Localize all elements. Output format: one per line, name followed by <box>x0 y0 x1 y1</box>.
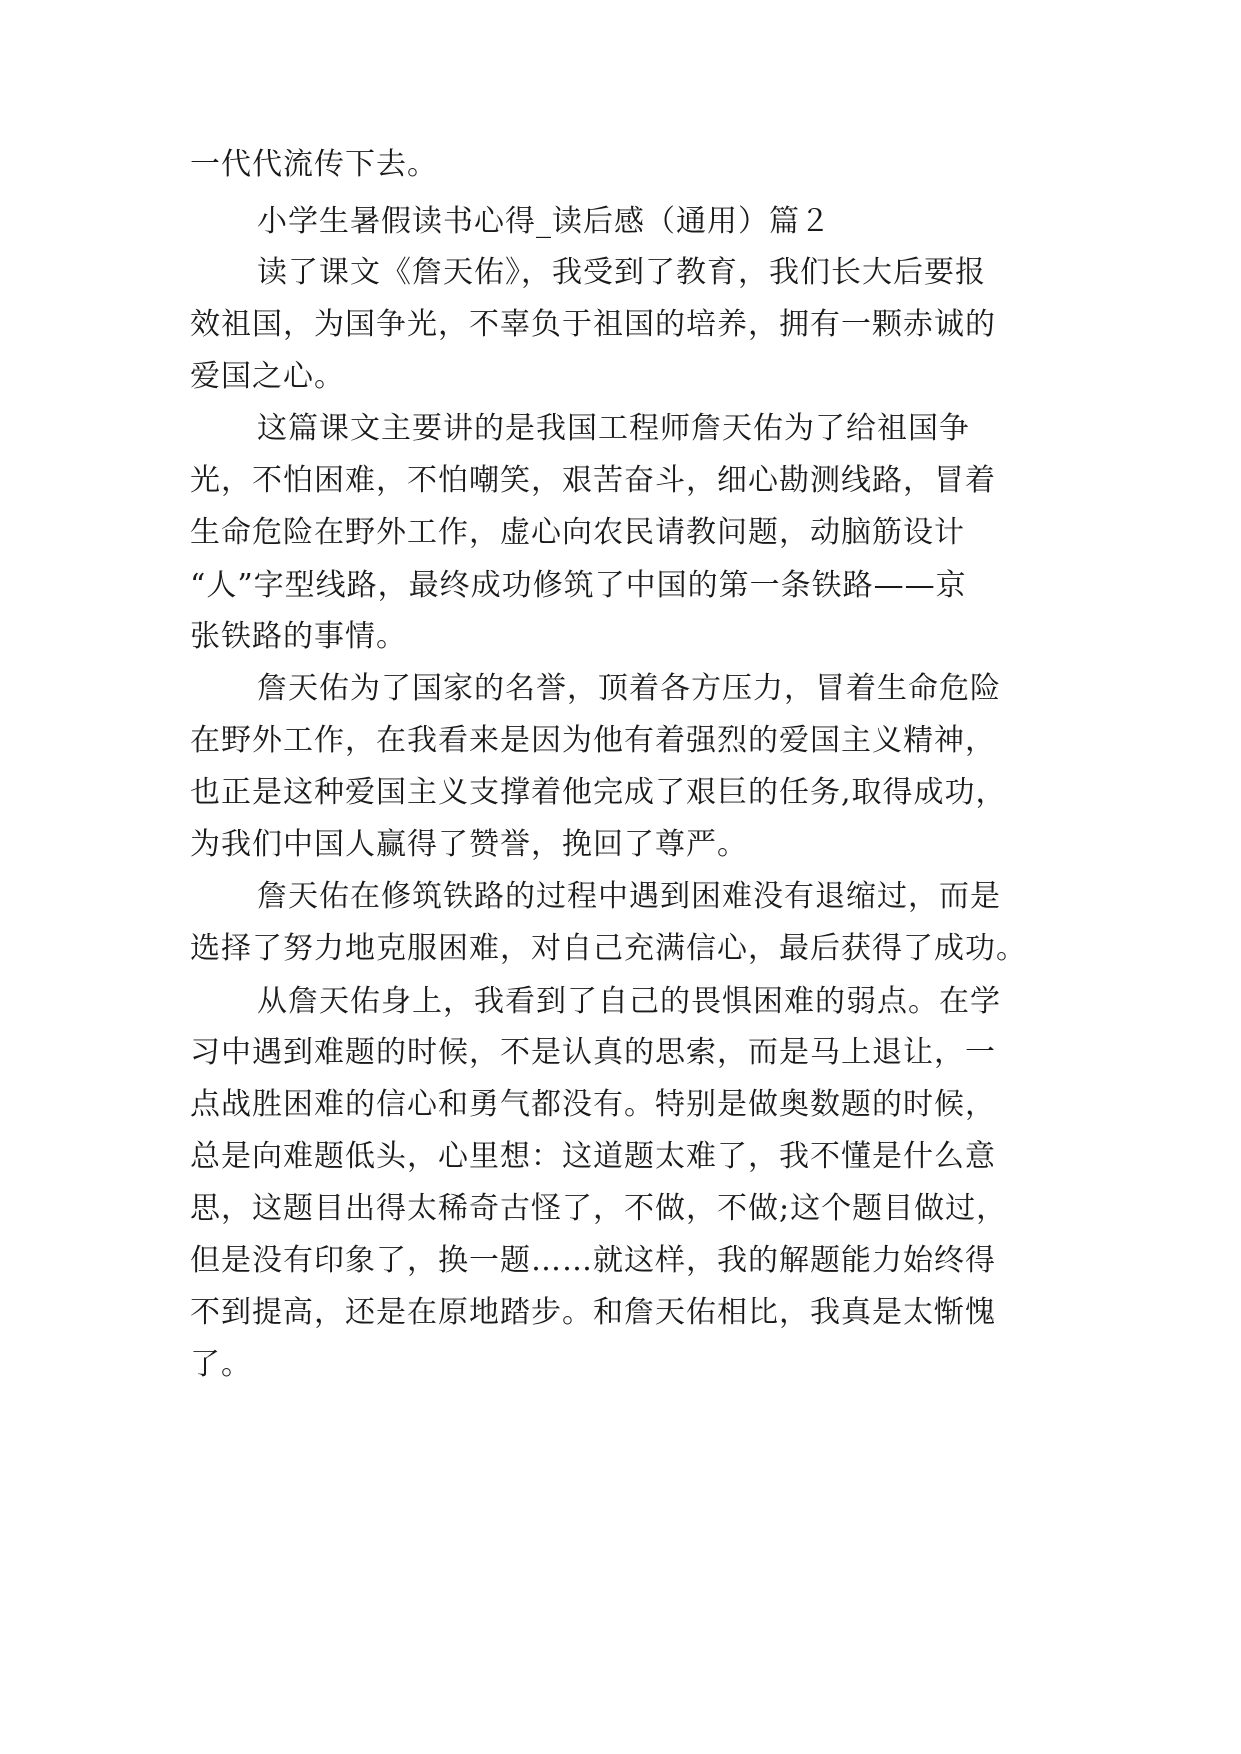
text-line: 点战胜困难的信心和勇气都没有。特别是做奥数题的时候， <box>190 1087 996 1122</box>
text-line: 詹天佑为了国家的名誉，顶着各方压力，冒着生命危险 <box>257 671 1001 706</box>
text-line: 在野外工作，在我看来是因为他有着强烈的爱国主义精神， <box>190 723 996 758</box>
text-line: 但是没有印象了，换一题……就这样，我的解题能力始终得 <box>190 1243 996 1278</box>
text-line: 一代代流传下去。 <box>190 147 438 182</box>
text-line: 效祖国，为国争光，不辜负于祖国的培养，拥有一颗赤诚的 <box>190 307 996 342</box>
text-line: 张铁路的事情。 <box>190 619 407 654</box>
text-line: 这篇课文主要讲的是我国工程师詹天佑为了给祖国争 <box>257 411 970 446</box>
text-line: 也正是这种爱国主义支撑着他完成了艰巨的任务,取得成功， <box>190 775 1007 810</box>
text-line: “人”字型线路，最终成功修筑了中国的第一条铁路——京 <box>190 568 967 603</box>
text-line: 生命危险在野外工作，虚心向农民请教问题，动脑筋设计 <box>190 515 965 550</box>
text-line: 不到提高，还是在原地踏步。和詹天佑相比，我真是太惭愧 <box>190 1295 996 1330</box>
text-line: 爱国之心。 <box>190 359 345 394</box>
text-line: 从詹天佑身上，我看到了自己的畏惧困难的弱点。在学 <box>257 984 1001 1019</box>
section-heading: 小学生暑假读书心得_读后感（通用）篇２ <box>257 204 831 239</box>
text-line: 为我们中国人赢得了赞誉，挽回了尊严。 <box>190 827 748 862</box>
text-line: 了。 <box>190 1347 252 1382</box>
text-line: 选择了努力地克服困难，对自己充满信心，最后获得了成功。 <box>190 931 1027 966</box>
text-line: 詹天佑在修筑铁路的过程中遇到困难没有退缩过，而是 <box>257 879 1001 914</box>
text-line: 读了课文《詹天佑》，我受到了教育，我们长大后要报 <box>257 255 986 290</box>
text-line: 习中遇到难题的时候，不是认真的思索，而是马上退让，一 <box>190 1035 996 1070</box>
text-line: 光，不怕困难，不怕嘲笑，艰苦奋斗，细心勘测线路，冒着 <box>190 463 996 498</box>
text-line: 总是向难题低头，心里想：这道题太难了，我不懂是什么意 <box>190 1139 996 1174</box>
text-line: 思，这题目出得太稀奇古怪了，不做，不做;这个题目做过， <box>190 1191 1008 1226</box>
